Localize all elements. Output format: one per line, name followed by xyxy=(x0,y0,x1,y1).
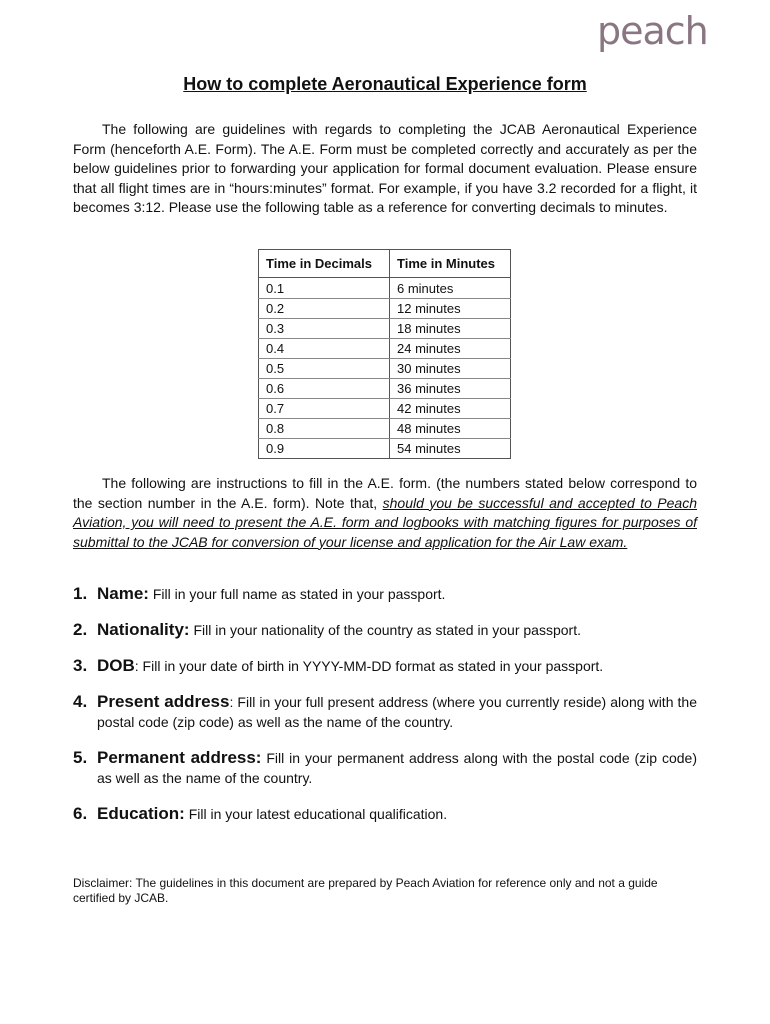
page-title: How to complete Aeronautical Experience form xyxy=(183,74,587,94)
header-decimals: Time in Decimals xyxy=(259,250,390,278)
section-text: : Fill in your date of birth in YYYY-MM-DD format as stated in your passport. xyxy=(134,658,604,674)
minutes-cell: 42 minutes xyxy=(390,399,511,419)
section-dob xyxy=(73,656,697,676)
table-row xyxy=(259,399,511,419)
decimal-cell: 0.1 xyxy=(259,278,390,299)
section-label: Name: xyxy=(97,584,149,603)
section-number: 3. xyxy=(73,656,88,675)
section-text: : Fill in your full present address (where you currently reside) along with the postal code (zip code) as well as the name of the country. xyxy=(97,694,697,730)
section-permanent-address xyxy=(73,748,697,788)
minutes-cell: 24 minutes xyxy=(390,339,511,359)
intro-paragraph: The following are guidelines with regards to completing the JCAB Aeronautical Experience Form (henceforth A.E. Form). The A.E. Form must be completed correctly and accurately as per the below guidelines prior to forwarding your application for formal document evaluation. Please ensure that all flight times are in “hours:minutes” format. For example, if you have 3.2 recorded for a flight, it becomes 3:12. Please use the following table as a reference for converting decimals to minutes. xyxy=(73,121,697,215)
decimal-cell: 0.5 xyxy=(259,359,390,379)
table-row xyxy=(259,439,511,459)
minutes-cell: 48 minutes xyxy=(390,419,511,439)
minutes-cell: 30 minutes xyxy=(390,359,511,379)
instructions-lead: The following are instructions to fill in the A.E. form. (the numbers stated below correspond to the section number in the A.E. form). Note that, xyxy=(73,475,697,511)
section-label: Permanent address: xyxy=(97,748,262,767)
table-row xyxy=(259,419,511,439)
table-row xyxy=(259,299,511,319)
decimal-cell: 0.3 xyxy=(259,319,390,339)
section-name xyxy=(73,584,697,604)
decimal-cell: 0.6 xyxy=(259,379,390,399)
minutes-cell: 6 minutes xyxy=(390,278,511,299)
section-text: Fill in your nationality of the country as stated in your passport. xyxy=(189,622,581,638)
table-header-row xyxy=(259,250,511,278)
section-text: Fill in your full name as stated in your passport. xyxy=(148,586,446,602)
table-row xyxy=(259,379,511,399)
section-education xyxy=(73,804,697,824)
section-number: 6. xyxy=(73,804,88,823)
minutes-cell: 54 minutes xyxy=(390,439,511,459)
section-number: 4. xyxy=(73,692,88,711)
decimal-cell: 0.7 xyxy=(259,399,390,419)
section-label: Nationality: xyxy=(97,620,190,639)
minutes-cell: 36 minutes xyxy=(390,379,511,399)
section-label: DOB xyxy=(97,656,135,675)
peach-logo: peach xyxy=(597,9,708,53)
conversion-table xyxy=(258,249,511,459)
instructions-emphasis: should you be successful and accepted to Peach Aviation, you will need to present the A.E. form and logbooks with matching figures for purposes of submittal to the JCAB for conversion of your license and application for the Air Law exam. xyxy=(73,494,697,550)
section-list xyxy=(73,584,697,840)
decimal-cell: 0.9 xyxy=(259,439,390,459)
header-minutes: Time in Minutes xyxy=(390,250,511,278)
section-label: Education: xyxy=(97,804,185,823)
section-number: 1. xyxy=(73,584,88,603)
decimal-cell: 0.4 xyxy=(259,339,390,359)
section-present-address xyxy=(73,692,697,732)
minutes-cell: 12 minutes xyxy=(390,299,511,319)
section-text: Fill in your permanent address along with the postal code (zip code) as well as the name of the country. xyxy=(97,750,697,786)
minutes-cell: 18 minutes xyxy=(390,319,511,339)
section-text: Fill in your latest educational qualification. xyxy=(184,806,448,822)
decimal-cell: 0.8 xyxy=(259,419,390,439)
table-row xyxy=(259,339,511,359)
section-label: Present address xyxy=(97,692,230,711)
table-row xyxy=(259,359,511,379)
table-row xyxy=(259,278,511,299)
disclaimer: Disclaimer: The guidelines in this document are prepared by Peach Aviation for reference only and not a guide certified by JCAB. xyxy=(73,876,658,905)
instructions-paragraph xyxy=(73,474,697,552)
decimal-cell: 0.2 xyxy=(259,299,390,319)
table-row xyxy=(259,319,511,339)
section-number: 2. xyxy=(73,620,88,639)
section-nationality xyxy=(73,620,697,640)
section-number: 5. xyxy=(73,748,88,767)
